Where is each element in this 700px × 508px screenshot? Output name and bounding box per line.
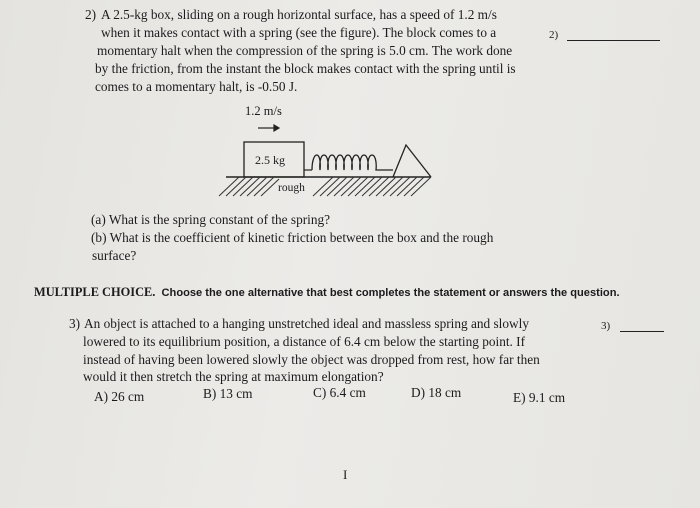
question-2-line-2: when it makes contact with a spring (see the figure). The block comes to a: [101, 25, 497, 40]
choice-e[interactable]: [513, 390, 565, 406]
choice-d-text: 18 cm: [428, 385, 462, 400]
choice-a[interactable]: [94, 389, 144, 405]
choice-a-text: 26 cm: [111, 389, 145, 404]
question-3-line-1: An object is attached to a hanging unstretched ideal and massless spring and slowly: [84, 316, 529, 331]
question-2-part-b-cont: surface?: [92, 248, 137, 263]
page-mark: I: [343, 467, 348, 482]
answer-2-label: 2): [549, 29, 559, 41]
choice-d[interactable]: [411, 385, 461, 401]
choice-c[interactable]: [313, 385, 366, 401]
floor-hatching: [219, 177, 431, 196]
question-3-line-4: would it then stretch the spring at maximum elongation?: [83, 369, 384, 384]
question-2-line-4: by the friction, from the instant the block makes contact with the spring until is: [95, 61, 516, 76]
section-instruction: Choose the one alternative that best completes the statement or answers the question.: [161, 287, 620, 299]
figure-surface-label: rough: [278, 182, 305, 194]
spring-coil: [312, 155, 393, 170]
question-2-part-b: (b) What is the coefficient of kinetic friction between the box and the rough: [91, 230, 494, 245]
choice-a-letter: A): [94, 389, 109, 404]
velocity-arrow: [258, 125, 279, 131]
choice-b[interactable]: [203, 386, 253, 402]
wall: [393, 145, 431, 177]
question-2-line-5: comes to a momentary halt, is -0.50 J.: [95, 79, 298, 94]
question-2-line-3: momentary halt when the compression of the spring is 5.0 cm. The work done: [97, 43, 513, 58]
question-2-part-a: (a) What is the spring constant of the spring?: [91, 212, 331, 227]
answer-3-label: 3): [601, 320, 611, 332]
choice-c-letter: C): [313, 385, 327, 400]
choice-c-text: 6.4 cm: [329, 385, 366, 400]
section-header: [34, 284, 620, 301]
choice-d-letter: D): [411, 385, 426, 400]
question-2-line-1: A 2.5-kg box, sliding on a rough horizontal surface, has a speed of 1.2 m/s: [101, 7, 497, 22]
choice-e-letter: E): [513, 390, 526, 405]
answer-3-blank: [620, 331, 664, 332]
question-3-line-2: lowered to its equilibrium position, a distance of 6.4 cm below the starting point. If: [83, 334, 526, 349]
choice-e-text: 9.1 cm: [528, 390, 566, 405]
choice-b-text: 13 cm: [219, 386, 253, 401]
question-3-line-3: instead of having been lowered slowly the object was dropped from rest, how far then: [83, 352, 540, 367]
figure-velocity-label: 1.2 m/s: [245, 104, 282, 118]
choice-b-letter: B): [203, 386, 217, 401]
figure-mass-label: 2.5 kg: [255, 153, 285, 167]
question-3-number: 3): [69, 316, 81, 331]
question-2-number: 2): [85, 7, 97, 22]
section-title: MULTIPLE CHOICE.: [34, 285, 156, 299]
